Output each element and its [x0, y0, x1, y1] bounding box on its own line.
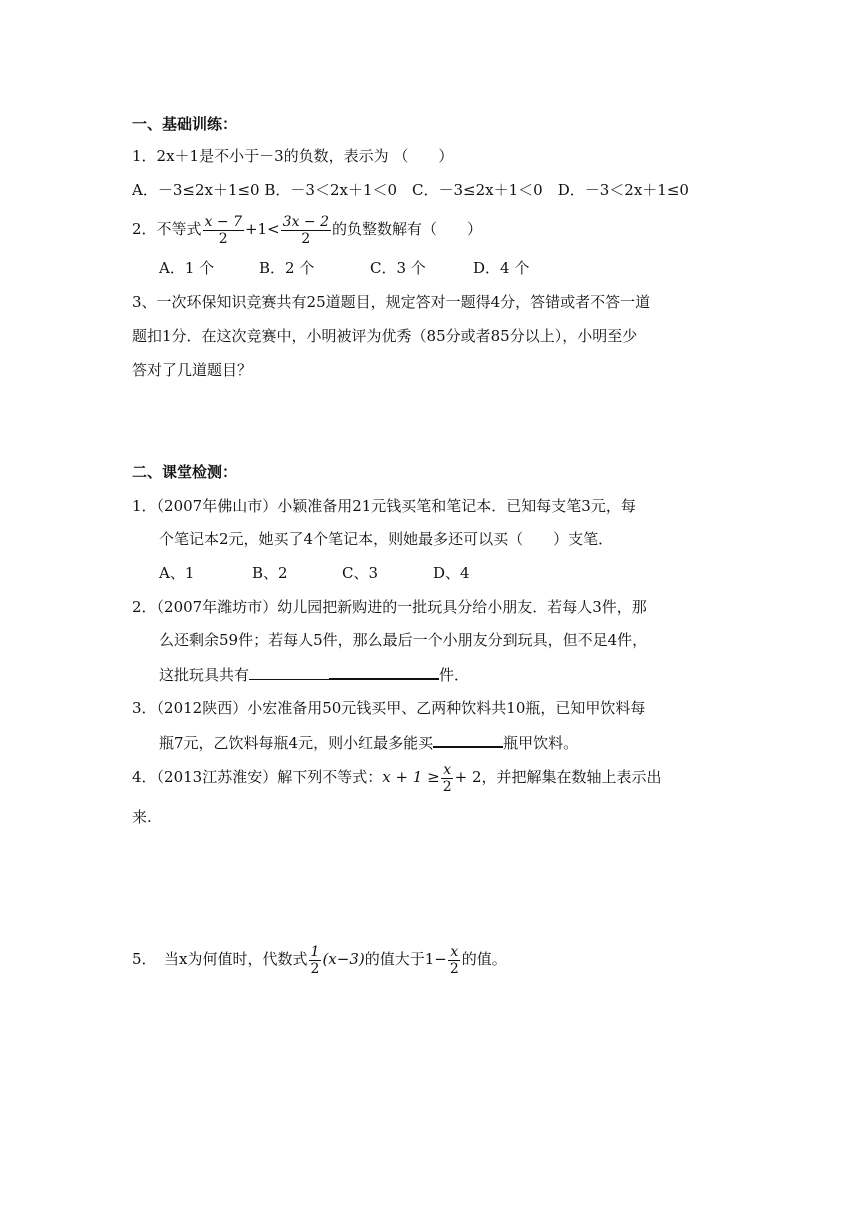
- section-heading-basic: 一、基础训练：: [132, 115, 238, 133]
- check-question-1-option-b: B、2: [252, 564, 288, 582]
- q5-expression: (x−3): [322, 950, 365, 968]
- check-question-3-line-2: [159, 732, 578, 753]
- q2-frac1-numerator: x − 7: [204, 213, 242, 230]
- q3-fill-prefix: 瓶7元，乙饮料每瓶4元，则小红最多能买: [159, 734, 434, 752]
- q3-fill-suffix: 瓶甲饮料。: [503, 734, 579, 752]
- answer-blank-thin[interactable]: [249, 665, 329, 680]
- check-question-5: [132, 942, 507, 977]
- q2-suffix: 的负整数解有（ ）: [332, 220, 483, 238]
- question-3-line-3: 答对了几道题目？: [132, 361, 253, 379]
- q4-lhs: x + 1 ≥: [382, 768, 440, 786]
- q2-fraction-2: [281, 214, 331, 247]
- q2-fill-suffix: 件．: [439, 666, 470, 684]
- section-heading-check: 二、课堂检测：: [132, 463, 238, 481]
- q2-fraction-1: [203, 214, 244, 247]
- question-1-options: A．－3≤2x＋1≤0 B．－3＜2x＋1＜0 C．－3≤2x＋1＜0 D．－3＜2x＋1≤0: [132, 181, 689, 199]
- check-question-1-option-c: C、3: [342, 564, 379, 582]
- q4-rhs: + 2: [454, 768, 482, 786]
- check-question-2-line-1: 2．（2007年潍坊市）幼儿园把新购进的一批玩具分给小朋友．若每人3件，那: [132, 598, 647, 616]
- q2-fill-prefix: 这批玩具共有: [159, 666, 250, 684]
- check-question-1-option-d: D、4: [433, 564, 470, 582]
- question-3-line-2: 题扣1分．在这次竞赛中，小明被评为优秀（85分或者85分以上），小明至少: [132, 327, 638, 345]
- q2-frac2-denominator: 2: [301, 230, 311, 247]
- q2-prefix: 2．不等式: [132, 220, 202, 238]
- q5-fraction-2: [448, 944, 461, 977]
- q4-frac-denominator: 2: [442, 778, 452, 795]
- answer-blank-thick[interactable]: [329, 664, 439, 680]
- q5-frac2-denominator: 2: [449, 960, 459, 977]
- q5-fraction-1: [309, 944, 322, 977]
- check-question-4-line-2: 来.: [132, 808, 152, 826]
- question-2-stem: [132, 212, 482, 247]
- check-question-1-option-a: A、1: [159, 564, 195, 582]
- question-2-option-b: B．2 个: [259, 259, 315, 277]
- check-question-4-line-1: [132, 760, 662, 795]
- answer-blank[interactable]: [433, 732, 503, 748]
- q4-prefix: 4．（2013江苏淮安）解下列不等式：: [132, 768, 383, 786]
- q2-frac1-denominator: 2: [218, 230, 228, 247]
- check-question-1-line-2: 个笔记本2元，她买了4个笔记本，则她最多还可以买（ ）支笔．: [159, 530, 614, 548]
- check-question-2-line-2: 么还剩余59件；若每人5件，那么最后一个小朋友分到玩具，但不足4件，: [159, 631, 648, 649]
- check-question-2-line-3: [159, 664, 469, 685]
- q5-frac1-denominator: 2: [310, 960, 320, 977]
- q5-prefix: 5． 当x为何值时，代数式: [132, 950, 308, 968]
- q5-suffix: 的值。: [461, 950, 507, 968]
- question-2-option-c: C．3 个: [370, 259, 426, 277]
- q2-middle: +1<: [244, 220, 280, 238]
- check-question-1-line-1: 1．（2007年佛山市）小颖准备用21元钱买笔和笔记本．已知每支笔3元，每: [132, 497, 636, 515]
- q5-frac2-numerator: x: [450, 943, 459, 960]
- question-2-option-d: D．4 个: [473, 259, 530, 277]
- question-3-line-1: 3、一次环保知识竞赛共有25道题目，规定答对一题得4分，答错或者不答一道: [132, 293, 651, 311]
- question-1-stem: 1．2x＋1是不小于－3的负数，表示为 （ ）: [132, 147, 454, 165]
- check-question-3-line-1: 3．（2012陕西）小宏准备用50元钱买甲、乙两种饮料共10瓶，已知甲饮料每: [132, 699, 646, 717]
- q4-fraction: [441, 762, 454, 795]
- q4-frac-numerator: x: [443, 761, 452, 778]
- q5-middle: 的值大于1−: [364, 950, 447, 968]
- q4-suffix: ，并把解集在数轴上表示出: [481, 768, 662, 786]
- question-2-option-a: A．1 个: [159, 259, 215, 277]
- q5-frac1-numerator: 1: [310, 943, 320, 960]
- q2-frac2-numerator: 3x − 2: [282, 213, 330, 230]
